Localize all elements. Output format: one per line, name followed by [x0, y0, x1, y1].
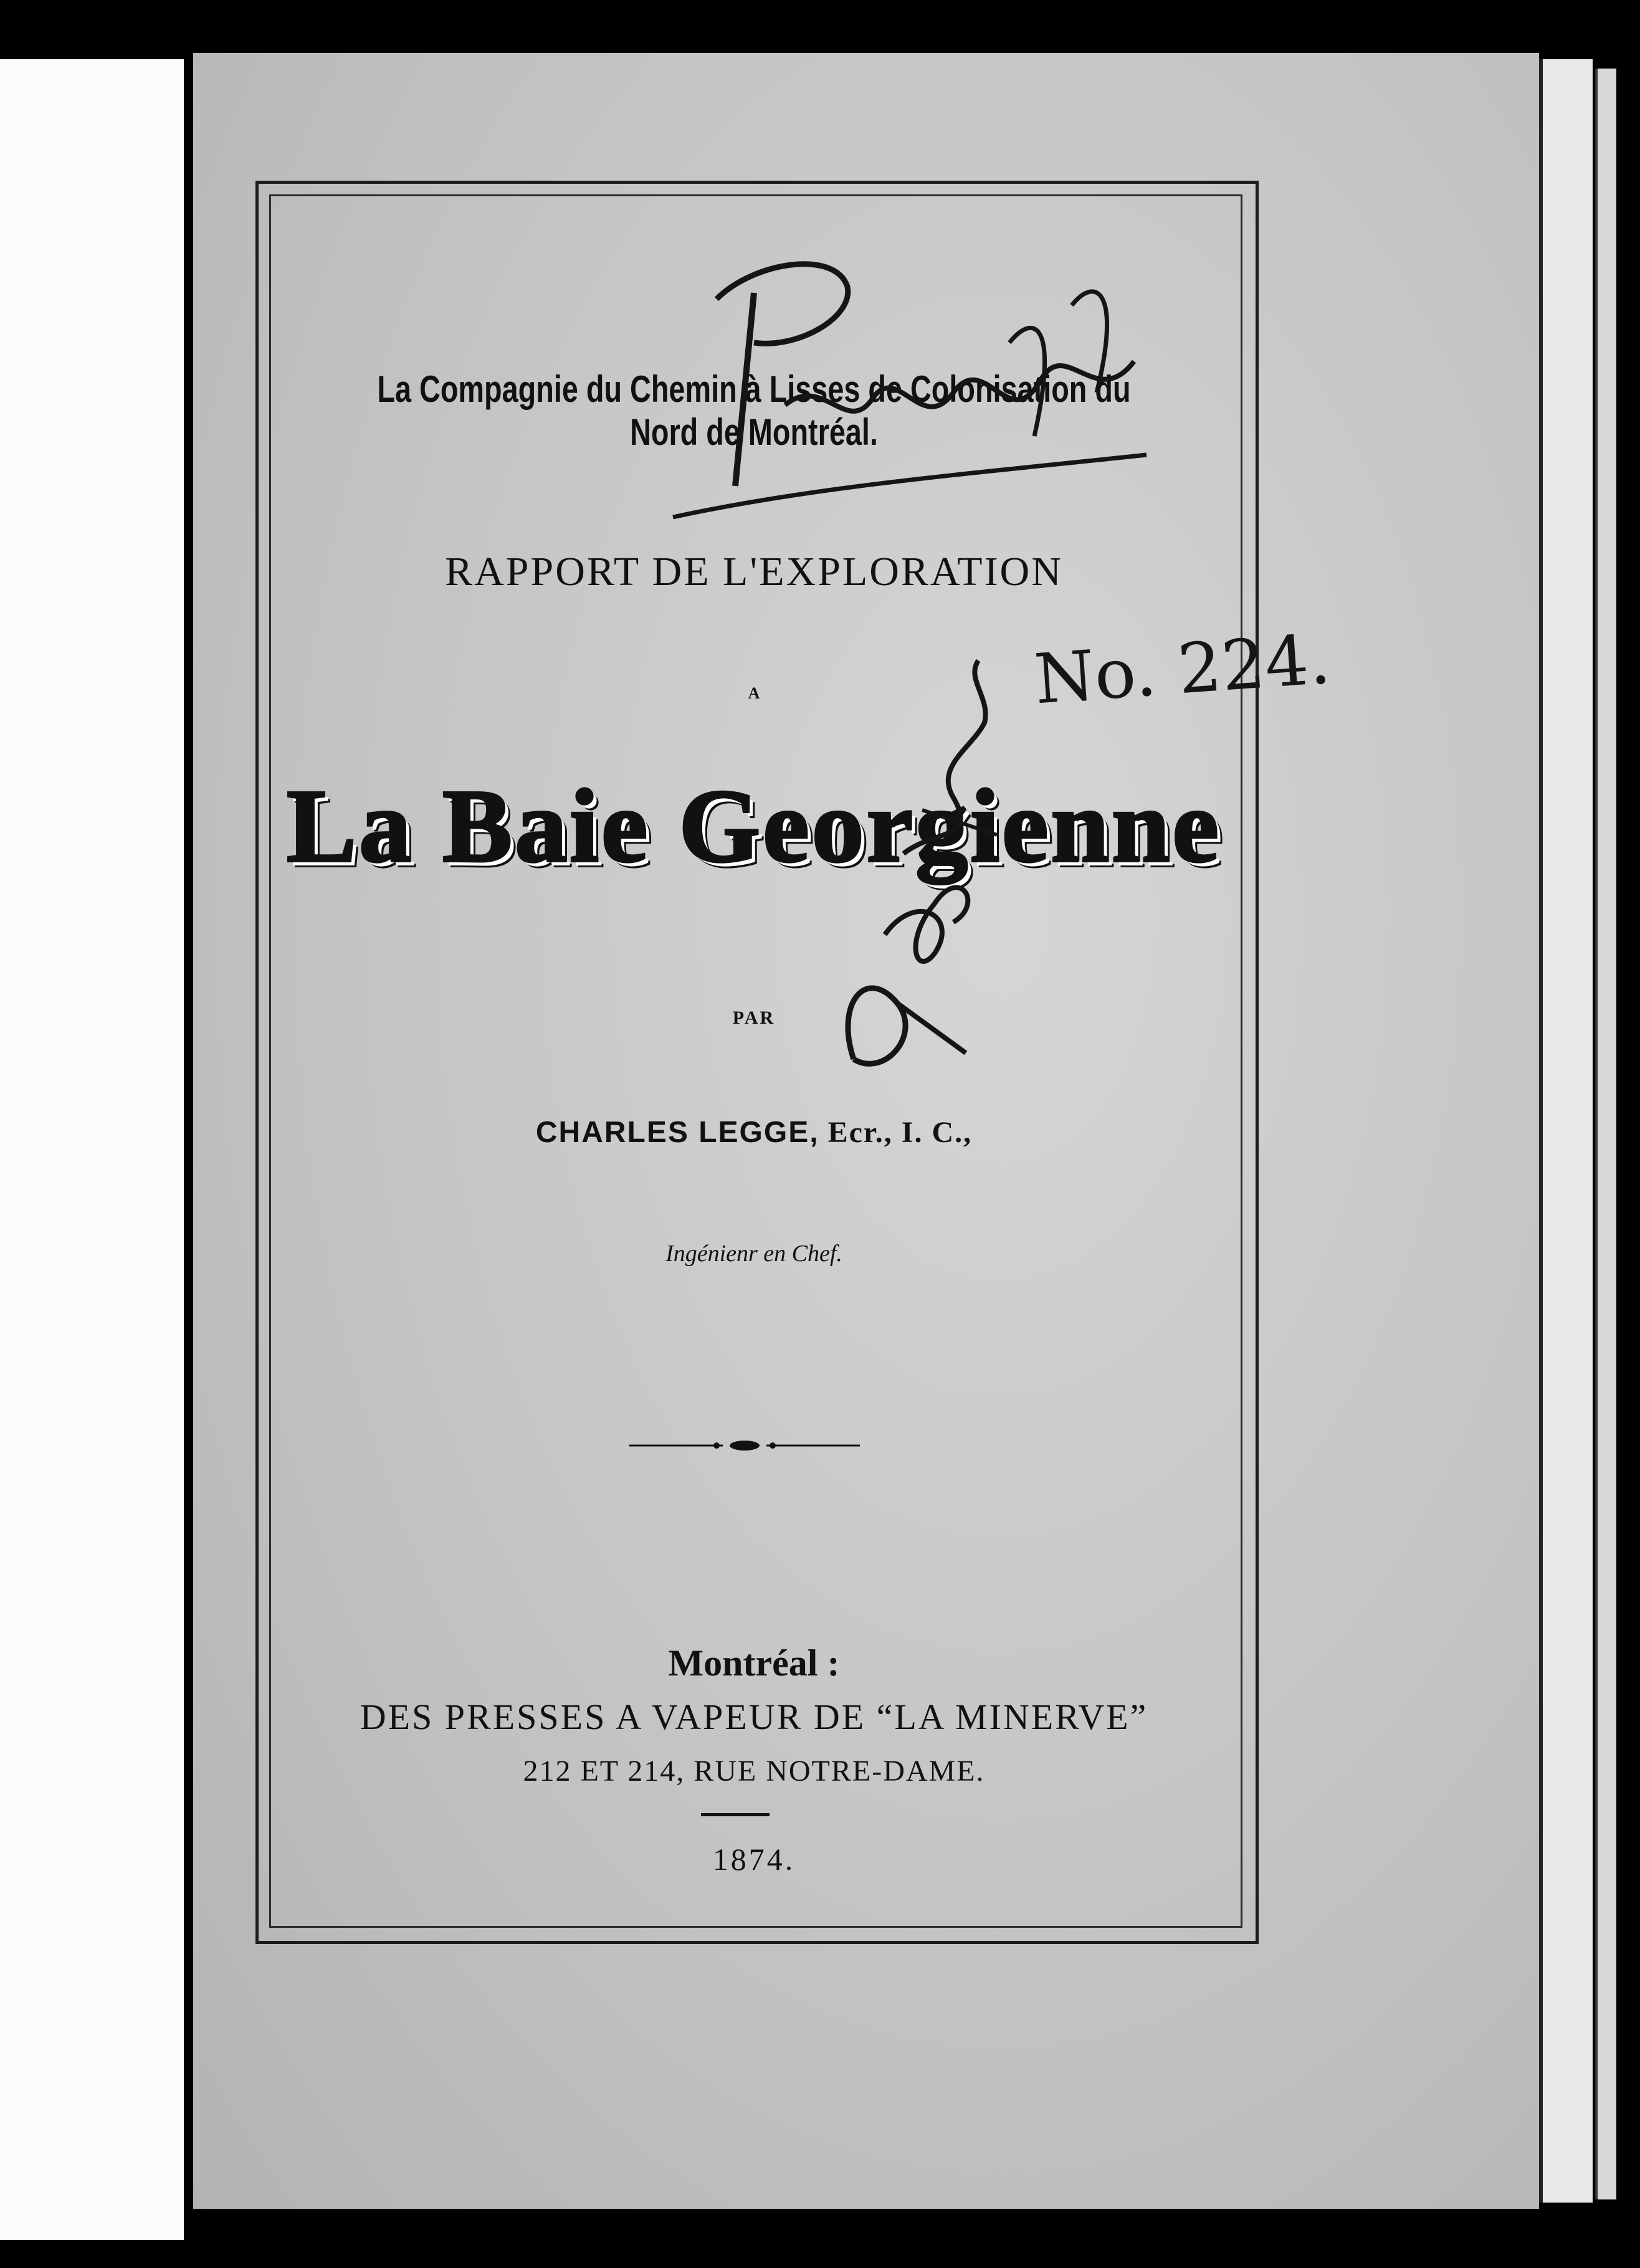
- page-edge-back: [1595, 69, 1616, 2199]
- main-title: La Baie Georgienne: [287, 768, 1221, 884]
- page-edge: [1539, 59, 1593, 2203]
- year: 1874.: [712, 1842, 796, 1877]
- by-line: PAR: [732, 1008, 776, 1028]
- author-line: [269, 1115, 1239, 1150]
- rule: [701, 1813, 770, 1816]
- publisher: DES PRESSES A VAPEUR DE “LA MINERVE”: [360, 1697, 1148, 1737]
- company-line: La Compagnie du Chemin à Lisses de Colonisation du Nord de Montréal.: [377, 368, 1131, 453]
- preposition: A: [748, 684, 760, 702]
- scan-background-left: [0, 59, 184, 2240]
- address: 212 ET 214, RUE NOTRE-DAME.: [523, 1755, 985, 1788]
- author-name: CHARLES LEGGE,: [535, 1116, 819, 1149]
- report-title: RAPPORT DE L'EXPLORATION: [445, 549, 1063, 594]
- author-suffix: Ecr., I. C.,: [819, 1116, 973, 1149]
- author-role: Ingénienr en Chef.: [665, 1241, 842, 1267]
- handwritten-catalog-number: No. 224.: [1032, 619, 1333, 720]
- city: Montréal :: [668, 1642, 840, 1684]
- ornament-divider: [629, 1436, 860, 1455]
